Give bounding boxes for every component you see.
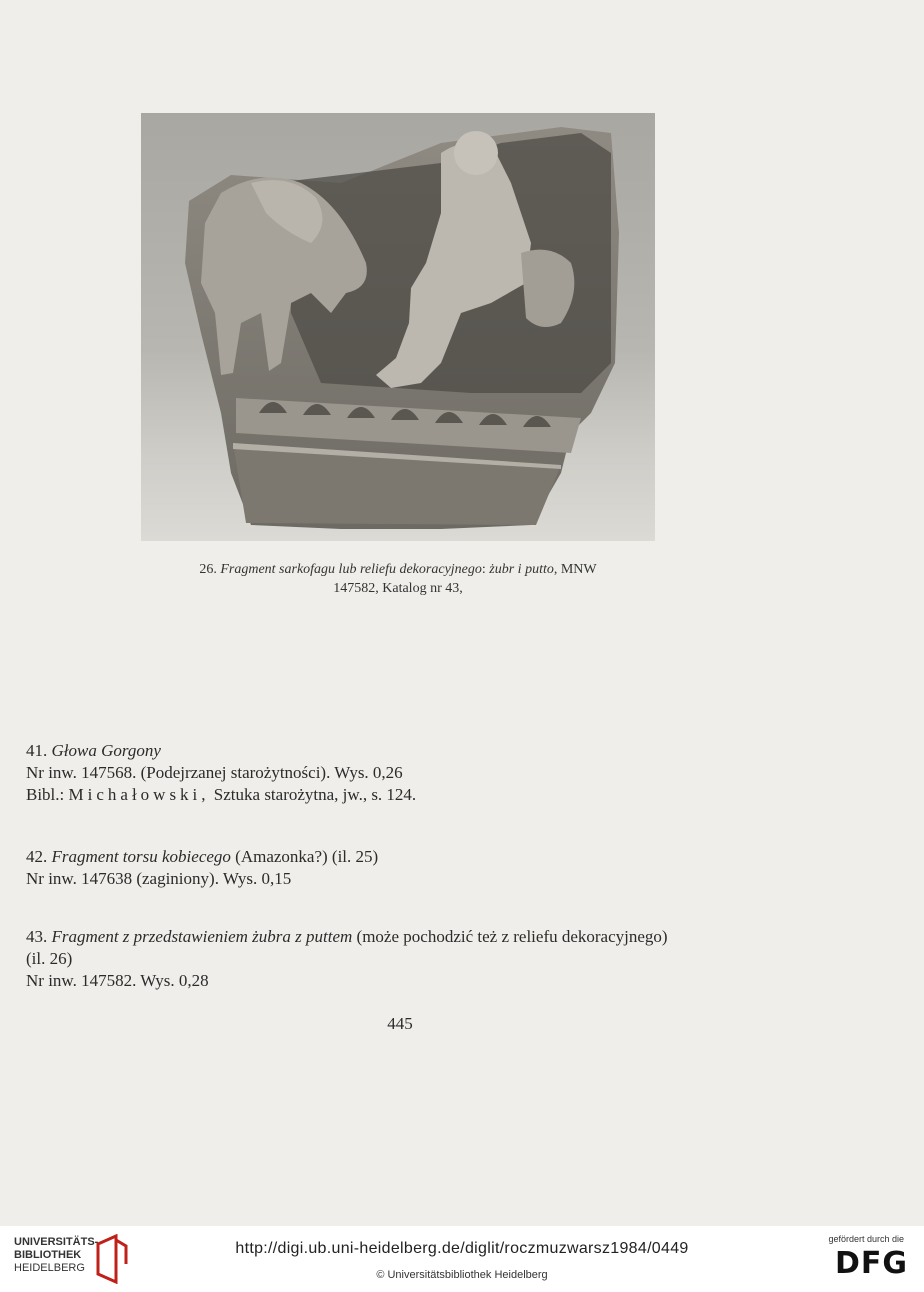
- caption-line-1: [141, 560, 655, 579]
- library-name-line-1: UNIVERSITÄTS-: [14, 1236, 99, 1248]
- digitization-footer: [0, 1226, 924, 1292]
- dfg-logo[interactable]: DFG: [834, 1246, 908, 1281]
- page-number: 445: [387, 1014, 413, 1033]
- entry-title-note: (może pochodzić też z reliefu dekoracyjnego): [356, 927, 668, 946]
- entry-inventory: Nr inw. 147582. Wys. 0,28: [26, 971, 209, 990]
- entry-number: 43.: [26, 927, 48, 946]
- entry-bibliography: [26, 784, 416, 806]
- copyright-notice: © Universitätsbibliothek Heidelberg: [376, 1269, 548, 1281]
- bibliography-label: Bibl.:: [26, 785, 65, 804]
- entry-number: 42.: [26, 847, 48, 866]
- entry-title: Fragment z przedstawieniem żubra z puttem: [51, 927, 353, 946]
- entry-title: Fragment torsu kobiecego: [51, 847, 231, 866]
- entry-title: Głowa Gorgony: [51, 741, 161, 760]
- permalink-url[interactable]: http://digi.ub.uni-heidelberg.de/diglit/roczmuzwarsz1984/0449: [235, 1240, 689, 1257]
- catalog-entry-43: [26, 926, 668, 992]
- relief-photograph: [141, 113, 655, 541]
- entry-illustration-ref: (il. 26): [26, 949, 73, 968]
- funding-note: gefördert durch die: [828, 1234, 904, 1244]
- caption-line-2: 147582, Katalog nr 43,: [333, 581, 463, 596]
- catalog-entry-41: [26, 740, 416, 806]
- figure-caption: [141, 560, 655, 598]
- caption-subject: żubr i putto: [489, 562, 554, 577]
- entry-number: 41.: [26, 741, 48, 760]
- catalog-entry-42: [26, 846, 378, 890]
- caption-title: Fragment sarkofagu lub reliefu dekoracyjnego: [220, 562, 482, 577]
- figure-number: 26.: [199, 562, 217, 577]
- bibliography-author: Michałowski,: [68, 785, 210, 804]
- library-name-line-3: HEIDELBERG: [14, 1262, 85, 1274]
- bibliography-reference: Sztuka starożytna, jw., s. 124.: [213, 785, 417, 804]
- entry-title-note: (Amazonka?) (il. 25): [235, 847, 379, 866]
- caption-reference: , MNW: [553, 562, 597, 577]
- library-name-line-2: BIBLIOTHEK: [14, 1249, 82, 1261]
- caption-separator: :: [481, 562, 486, 577]
- entry-inventory: Nr inw. 147638 (zaginiony). Wys. 0,15: [26, 869, 292, 888]
- entry-inventory: Nr inw. 147568. (Podejrzanej starożytności). Wys. 0,26: [26, 763, 403, 782]
